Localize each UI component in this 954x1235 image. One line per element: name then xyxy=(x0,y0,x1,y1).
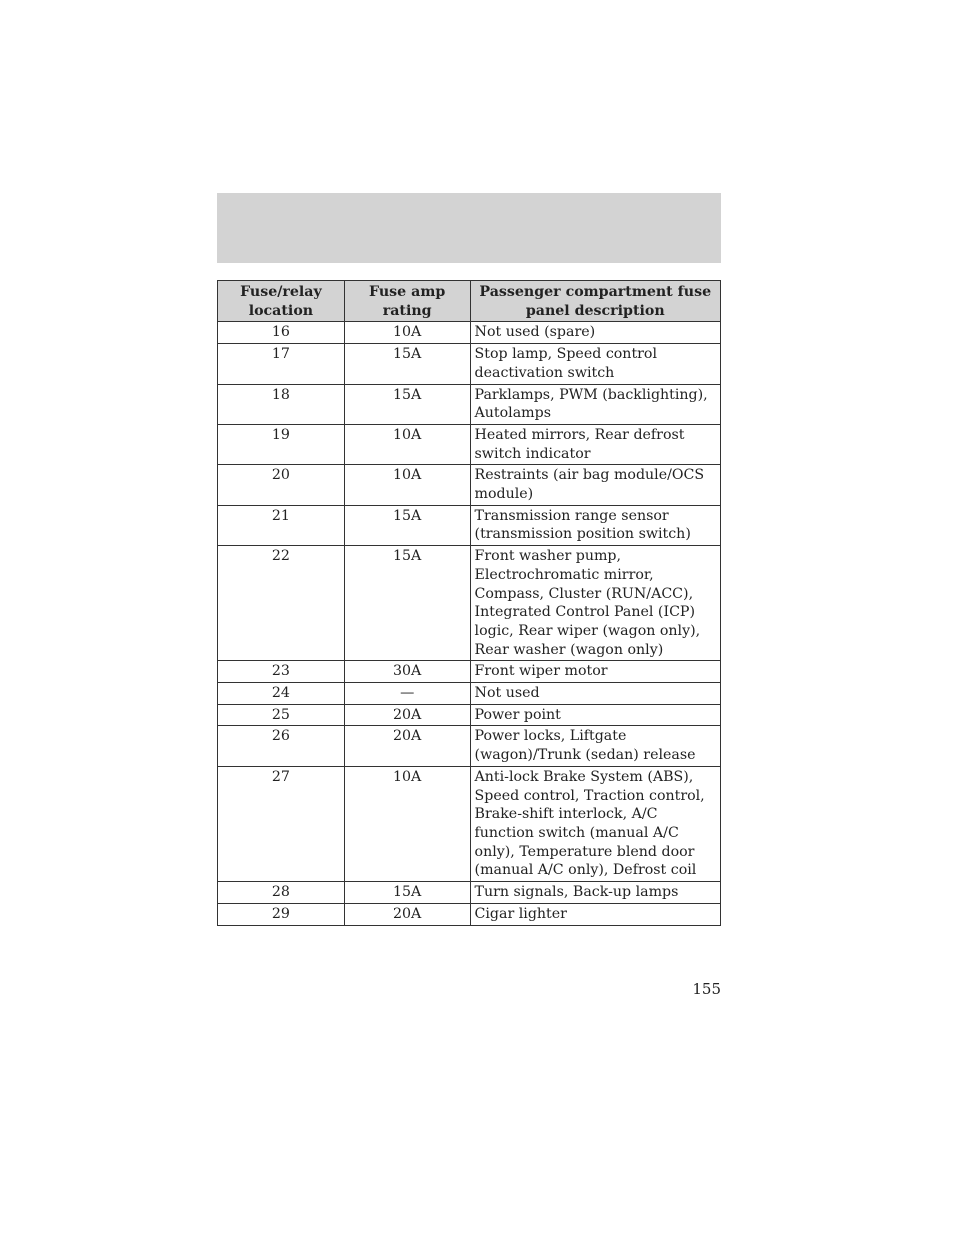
cell-description: Turn signals, Back-up lamps xyxy=(470,882,720,904)
table-row xyxy=(218,322,721,344)
table-row xyxy=(218,882,721,904)
table-row xyxy=(218,704,721,726)
cell-description: Stop lamp, Speed control deactivation switch xyxy=(470,344,720,384)
cell-location: 17 xyxy=(218,344,345,384)
cell-location: 24 xyxy=(218,683,345,705)
cell-location: 27 xyxy=(218,766,345,881)
page-number: 155 xyxy=(692,980,721,998)
cell-amp: 20A xyxy=(344,704,470,726)
cell-amp: 20A xyxy=(344,726,470,766)
cell-amp: 20A xyxy=(344,903,470,925)
cell-description: Anti-lock Brake System (ABS), Speed control, Traction control, Brake-shift interlock, A/C function switch (manual A/C only), Temperature blend door (manual A/C only), Defrost coil xyxy=(470,766,720,881)
cell-location: 28 xyxy=(218,882,345,904)
cell-location: 20 xyxy=(218,465,345,505)
cell-description: Power point xyxy=(470,704,720,726)
cell-amp: 10A xyxy=(344,465,470,505)
table-row xyxy=(218,546,721,661)
cell-location: 23 xyxy=(218,661,345,683)
header-amp-rating: Fuse amp rating xyxy=(344,281,470,322)
cell-description: Front washer pump, Electrochromatic mirror, Compass, Cluster (RUN/ACC), Integrated Control Panel (ICP) logic, Rear wiper (wagon only), Rear washer (wagon only) xyxy=(470,546,720,661)
cell-amp: 10A xyxy=(344,424,470,464)
cell-description: Restraints (air bag module/OCS module) xyxy=(470,465,720,505)
cell-amp: 10A xyxy=(344,322,470,344)
cell-description: Front wiper motor xyxy=(470,661,720,683)
table-row xyxy=(218,384,721,424)
section-header-band xyxy=(217,193,721,263)
header-location: Fuse/relay location xyxy=(218,281,345,322)
cell-description: Not used (spare) xyxy=(470,322,720,344)
cell-description: Transmission range sensor (transmission position switch) xyxy=(470,505,720,545)
table-row xyxy=(218,726,721,766)
table-header-row xyxy=(218,281,721,322)
fuse-table xyxy=(217,280,721,926)
table-row xyxy=(218,465,721,505)
cell-location: 22 xyxy=(218,546,345,661)
cell-amp: 10A xyxy=(344,766,470,881)
table-row xyxy=(218,661,721,683)
cell-amp: — xyxy=(344,683,470,705)
table-row xyxy=(218,683,721,705)
cell-location: 29 xyxy=(218,903,345,925)
cell-amp: 15A xyxy=(344,384,470,424)
cell-amp: 15A xyxy=(344,344,470,384)
table-row xyxy=(218,505,721,545)
cell-description: Not used xyxy=(470,683,720,705)
cell-amp: 15A xyxy=(344,546,470,661)
cell-description: Cigar lighter xyxy=(470,903,720,925)
cell-description: Power locks, Liftgate (wagon)/Trunk (sedan) release xyxy=(470,726,720,766)
cell-location: 18 xyxy=(218,384,345,424)
cell-location: 16 xyxy=(218,322,345,344)
cell-location: 25 xyxy=(218,704,345,726)
cell-location: 19 xyxy=(218,424,345,464)
table-row xyxy=(218,344,721,384)
cell-amp: 15A xyxy=(344,882,470,904)
cell-amp: 15A xyxy=(344,505,470,545)
table-row xyxy=(218,766,721,881)
cell-description: Heated mirrors, Rear defrost switch indicator xyxy=(470,424,720,464)
table-row xyxy=(218,903,721,925)
cell-amp: 30A xyxy=(344,661,470,683)
header-description: Passenger compartment fuse panel description xyxy=(470,281,720,322)
cell-description: Parklamps, PWM (backlighting), Autolamps xyxy=(470,384,720,424)
cell-location: 26 xyxy=(218,726,345,766)
cell-location: 21 xyxy=(218,505,345,545)
table-row xyxy=(218,424,721,464)
